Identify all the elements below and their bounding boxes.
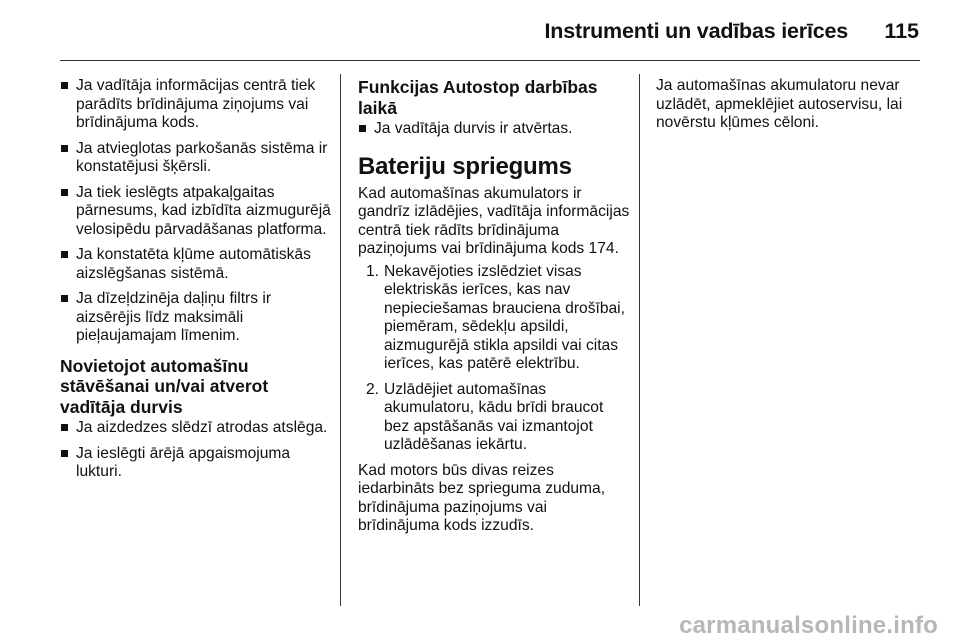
- paragraph: Kad motors būs divas reizes iedarbināts bez sprieguma zuduma, brīdinājuma paziņojums vai brīdinājuma kods izzudīs.: [358, 461, 606, 534]
- section-heading: Novietojot automašīnu stāvēšanai un/vai atverot vadītāja durvis: [60, 355, 269, 417]
- section-title: Bateriju spriegums: [358, 152, 572, 180]
- column-divider: [340, 74, 341, 606]
- bullet-list: [60, 419, 332, 482]
- page-header: [0, 14, 960, 54]
- page-number: 115: [884, 19, 919, 43]
- paragraph: Ja automašīnas akumulatoru nevar uzlādēt, apmeklējiet autoservisu, lai novērstu kļūmes cēloni.: [656, 77, 903, 131]
- list-item: Ja tiek ieslēgts atpakaļgaitas pārnesums, kad izbīdīta aizmugurējā velosipēdu pārvadāšanas platforma.: [60, 184, 332, 240]
- list-item: [358, 263, 630, 374]
- bullet-list: [358, 120, 630, 139]
- list-item: Ja aizdedzes slēdzī atrodas atslēga.: [60, 419, 332, 438]
- chapter-title: Instrumenti un vadības ierīces: [544, 19, 848, 43]
- list-item: Ja atvieglotas parkošanās sistēma ir konstatējusi šķērsli.: [60, 140, 332, 177]
- column-middle: [358, 77, 630, 536]
- list-item: Ja dīzeļdzinēja daļiņu filtrs ir aizsērējis līdz maksimāli pieļaujamajam līmenim.: [60, 290, 332, 346]
- watermark-text: carmanualsonline.info: [679, 612, 938, 639]
- list-item: Ja vadītāja durvis ir atvērtas.: [358, 120, 630, 139]
- column-left: [60, 77, 332, 489]
- column-divider: [639, 74, 640, 606]
- step-text: Nekavējoties izslēdziet visas elektriskās ierīces, kas nav nepieciešamas brauciena drošībai, piemēram, sēdekļu apsildi, aizmugurējā stikla apsildi vai citas ierīces, kas patērē elektrību.: [384, 262, 625, 372]
- header-rule: [60, 60, 920, 61]
- list-item: Ja konstatēta kļūme automātiskās aizslēgšanas sistēmā.: [60, 246, 332, 283]
- step-number: 2.: [366, 380, 380, 398]
- column-right: [656, 77, 928, 133]
- list-item: [358, 381, 630, 455]
- list-item: Ja ieslēgti ārējā apgaismojuma lukturi.: [60, 445, 332, 482]
- bullet-list: [60, 77, 332, 346]
- step-text: Uzlādējiet automašīnas akumulatoru, kādu brīdi braucot bez apstāšanās vai izmantojot uzlādēšanas iekārtu.: [384, 380, 604, 453]
- section-heading: Funkcijas Autostop darbības laikā: [358, 77, 598, 118]
- paragraph: Kad automašīnas akumulators ir gandrīz izlādējies, vadītāja informācijas centrā tiek rādīts brīdinājuma paziņojums vai brīdinājuma kods 174.: [358, 184, 630, 257]
- step-number: 1.: [366, 262, 380, 280]
- list-item: Ja vadītāja informācijas centrā tiek parādīts brīdinājuma ziņojums vai brīdinājuma kods.: [60, 77, 332, 133]
- numbered-list: [358, 263, 630, 455]
